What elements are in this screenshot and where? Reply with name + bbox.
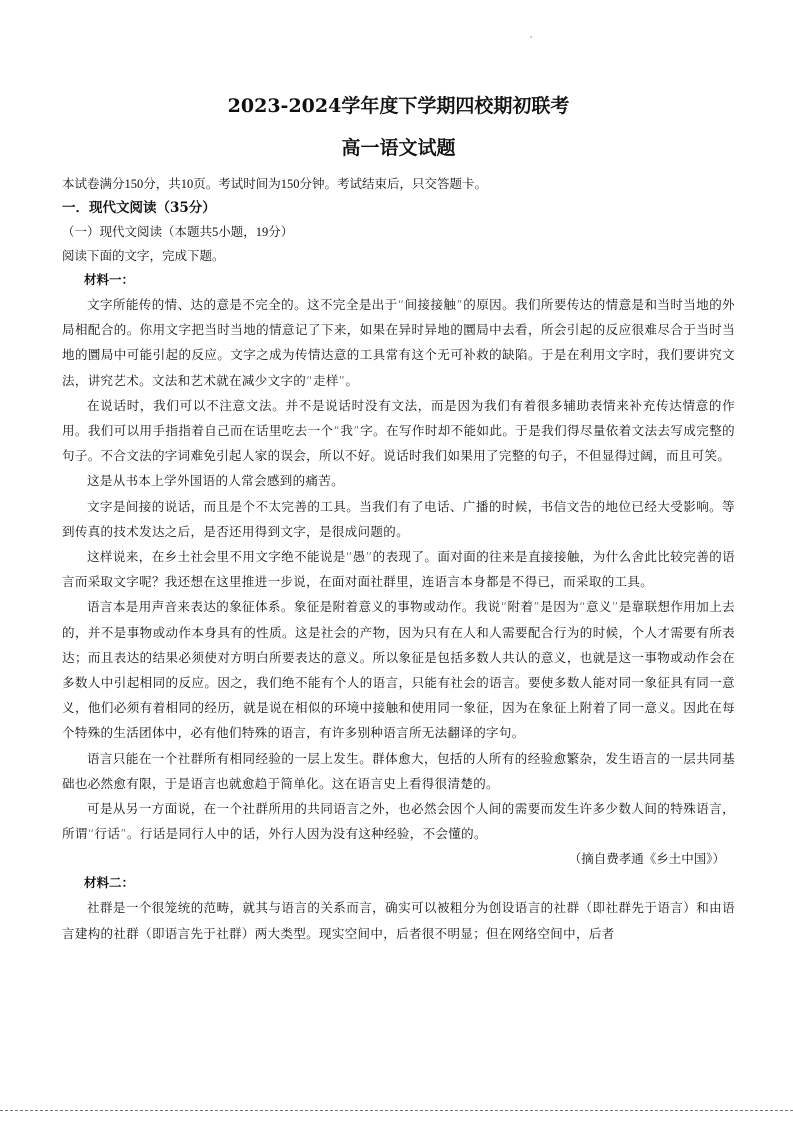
decorative-dot [530, 36, 532, 38]
material-1-paragraph: 这样说来，在乡土社会里不用文字绝不能说是“愚”的表现了。面对面的往来是直接接触，为什么舍此比较完善的语言而采取文字呢？我还想在这里推进一步说，在面对面社群里，连语言本身都是不得已，而采取的工具。 [62, 549, 735, 590]
material-1-paragraph: 语言本是用声音来表达的象征体系。象征是附着意义的事物或动作。我说“附着”是因为“意义”是靠联想作用加上去的，并不是事物或动作本身具有的性质。这是社会的产物，因为只有在人和人需要配合行为的时候，个人才需要有所表达；而且表达的结果必须使对方明白所要表达的意义。所以象征是包括多数人共认的意义，也就是这一事物或动作会在多数人中引起相同的反应。因之，我们绝不能有个人的语言，只能有社会的语言。要使多数人能对同一象征具有同一意义，他们必须有着相同的经历，就是说在相似的环境中接触和使用同一象征，因为在象征上附着了同一意义。因此在每个特殊的生活团体中，必有他们特殊的语言，有许多别种语言所无法翻译的字句。 [62, 599, 735, 741]
material-1-paragraph: 文字所能传的情、达的意是不完全的。这不完全是出于“间接接触”的原因。我们所要传达的情意是和当时当地的外局相配合的。你用文字把当时当地的情意记了下来，如果在异时异地的圜局中去看，所会引起的反应很难尽合于当时当地的圜局中可能引起的反应。文字之成为传情达意的工具常有这个无可补救的缺陷。于是在利用文字时，我们要讲究文法，讲究艺术。文法和艺术就在减少文字的“走样”。 [62, 297, 735, 388]
section-heading: 一．现代文阅读（35分） [62, 200, 216, 216]
material-2-label: 材料二： [84, 875, 135, 891]
exam-subtitle: 高一语文试题 [341, 137, 456, 159]
material-1-paragraph: 文字是间接的说话，而且是个不太完善的工具。当我们有了电话、广播的时候，书信文告的地位已经大受影响。等到传真的技术发达之后，是否还用得到文字，是很成问题的。 [62, 498, 735, 539]
material-2-paragraph: 社群是一个很笼统的范畴，就其与语言的关系而言，确实可以被粗分为创设语言的社群（即社群先于语言）和由语言建构的社群（即语言先于社群）两大类型。现实空间中，后者很不明显；但在网络空间中，后者 [62, 900, 735, 941]
material-1-label: 材料一： [84, 272, 135, 287]
section-subheading: （一）现代文阅读（本题共5小题，19分） [62, 225, 294, 239]
page-bottom-divider [0, 1110, 793, 1111]
material-1-source: （摘自费孝通《乡土中国》） [568, 851, 725, 867]
material-1-paragraph: 语言只能在一个社群所有相同经验的一层上发生。群体愈大，包括的人所有的经验愈繁杂，发生语言的一层共同基础也必然愈有限，于是语言也就愈趋于简单化。这在语言史上看得很清楚的。 [62, 750, 735, 791]
section-instruction: 阅读下面的文字，完成下题。 [62, 249, 225, 263]
material-1-paragraph: 这是从书本上学外国语的人常会感到的痛苦。 [87, 473, 345, 489]
material-1-paragraph: 在说话时，我们可以不注意文法。并不是说话时没有文法，而是因为我们有着很多辅助表情来补充传达情意的作用。我们可以用手指指着自己而在话里吃去一个“我”字。在写作时却不能如此。于是我们得尽量依着文法去写成完整的句子。不合文法的字词难免引起人家的误会，所以不好。说话时我们如果用了完整的句子，不但显得过阔，而且可笑。 [62, 397, 735, 464]
exam-title: 2023-2024学年度下学期四校期初联考 [227, 95, 570, 117]
material-1-paragraph: 可是从另一方面说，在一个社群所用的共同语言之外，也必然会因个人间的需要而发生许多少数人间的特殊语言，所谓“行话”。行话是同行人中的话，外行人因为没有这种经验，不会懂的。 [62, 801, 735, 842]
exam-intro: 本试卷满分150分，共10页。考试时间为150分钟。考试结束后，只交答题卡。 [62, 177, 488, 191]
